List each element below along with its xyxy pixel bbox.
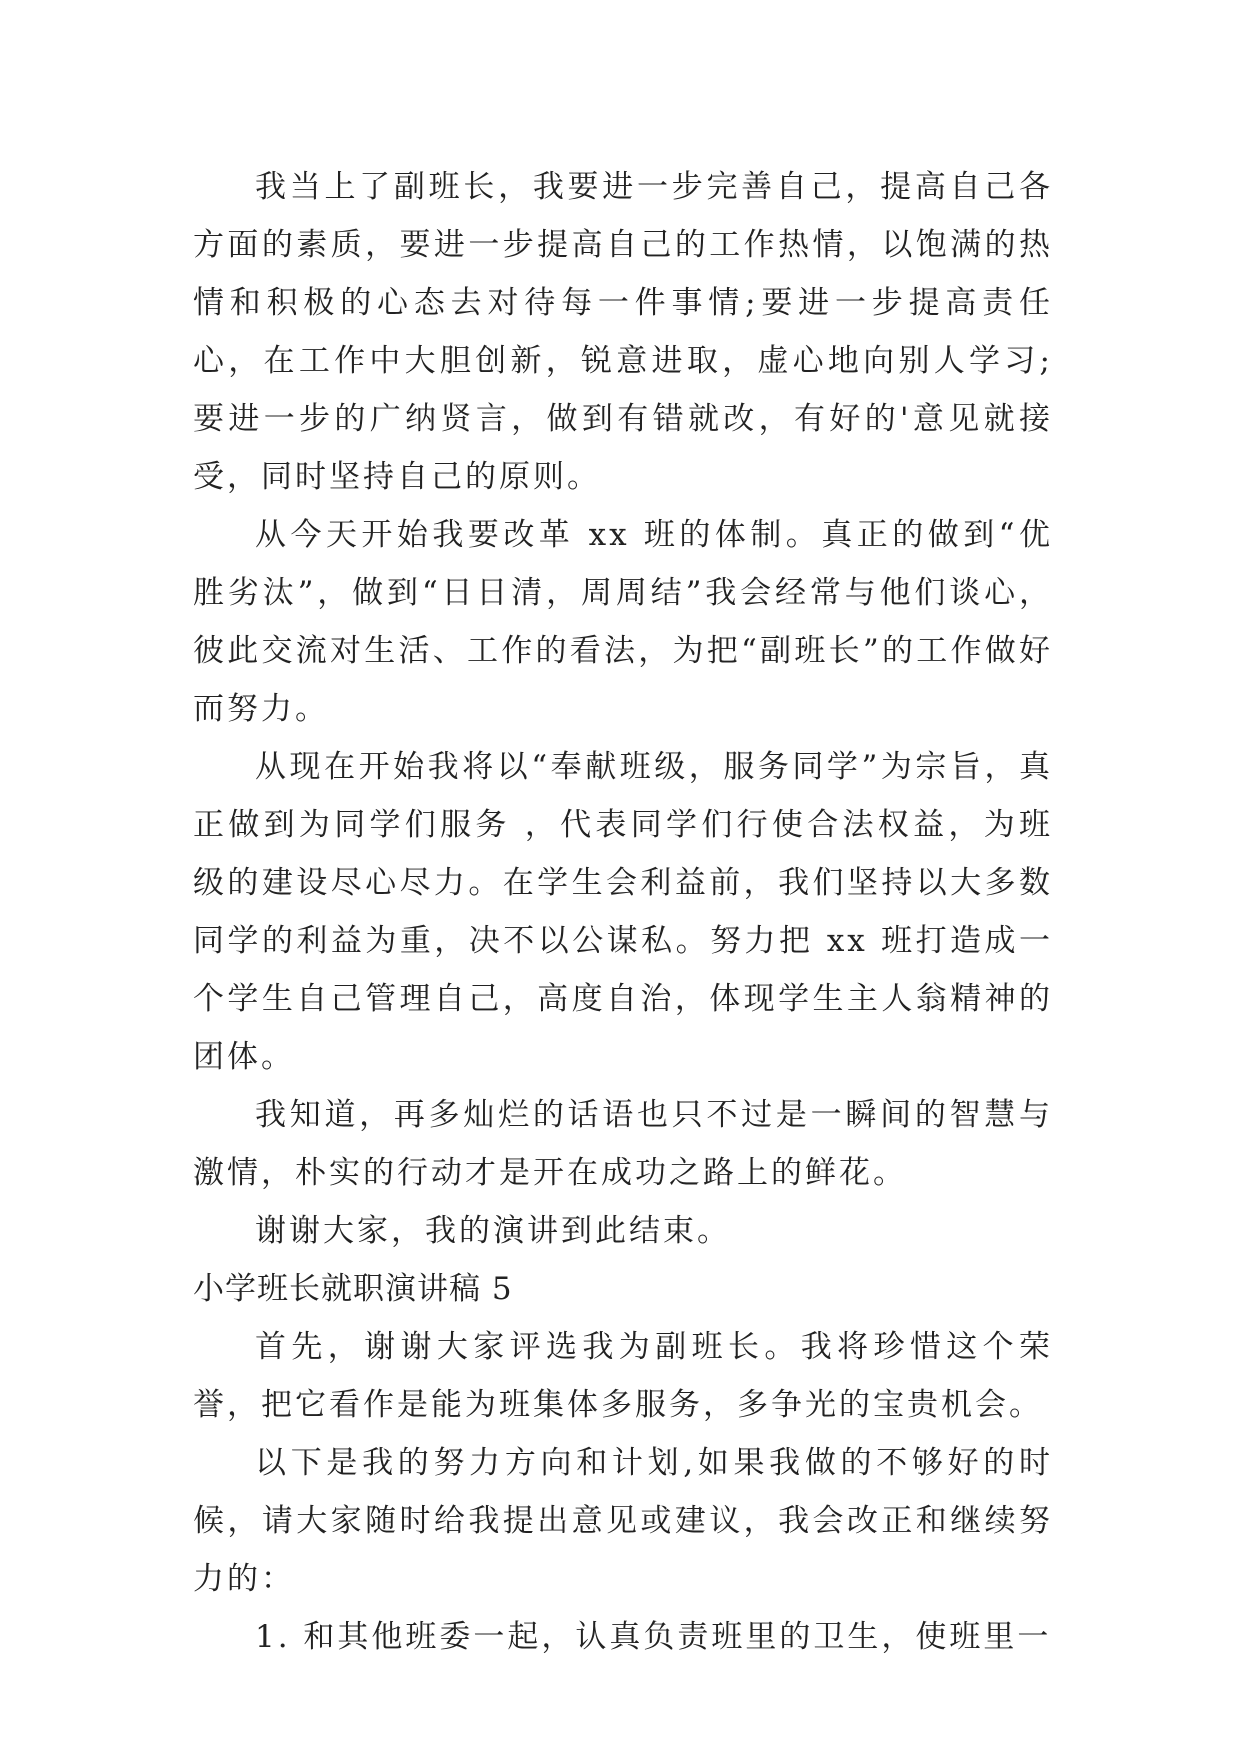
section-paragraph-1: 首先，谢谢大家评选我为副班长。我将珍惜这个荣誉，把它看作是能为班集体多服务，多争光的宝贵机会。 <box>193 1329 1053 1423</box>
paragraph-3: 从现在开始我将以“奉献班级，服务同学”为宗旨，真正做到为同学们服务 ，代表同学们行使合法权益，为班级的建设尽心尽力。在学生会利益前，我们坚持以大多数同学的利益为重，决不以公谋私。努力把 xx 班打造成一个学生自己管理自己，高度自治，体现学生主人翁精神的团体。 <box>193 749 1053 1075</box>
document-body <box>193 158 1053 1666</box>
paragraph-4: 我知道，再多灿烂的话语也只不过是一瞬间的智慧与激情，朴实的行动才是开在成功之路上的鲜花。 <box>193 1097 1053 1191</box>
paragraph-5: 谢谢大家，我的演讲到此结束。 <box>255 1213 731 1249</box>
paragraph-2: 从今天开始我要改革 xx 班的体制。真正的做到“优胜劣汰”，做到“日日清，周周结”我会经常与他们谈心，彼此交流对生活、工作的看法，为把“副班长”的工作做好而努力。 <box>193 517 1053 727</box>
paragraph-1: 我当上了副班长，我要进一步完善自己，提高自己各方面的素质，要进一步提高自己的工作热情，以饱满的热情和积极的心态去对待每一件事情;要进一步提高责任心，在工作中大胆创新，锐意进取，虚心地向别人学习;要进一步的广纳贤言，做到有错就改，有好的'意见就接受，同时坚持自己的原则。 <box>193 169 1053 495</box>
section-title: 小学班长就职演讲稿 5 <box>193 1271 513 1307</box>
section-paragraph-2: 以下是我的努力方向和计划,如果我做的不够好的时候，请大家随时给我提出意见或建议，我会改正和继续努力的： <box>193 1445 1053 1597</box>
section-paragraph-3: 1. 和其他班委一起，认真负责班里的卫生，使班里一 <box>255 1619 1052 1655</box>
